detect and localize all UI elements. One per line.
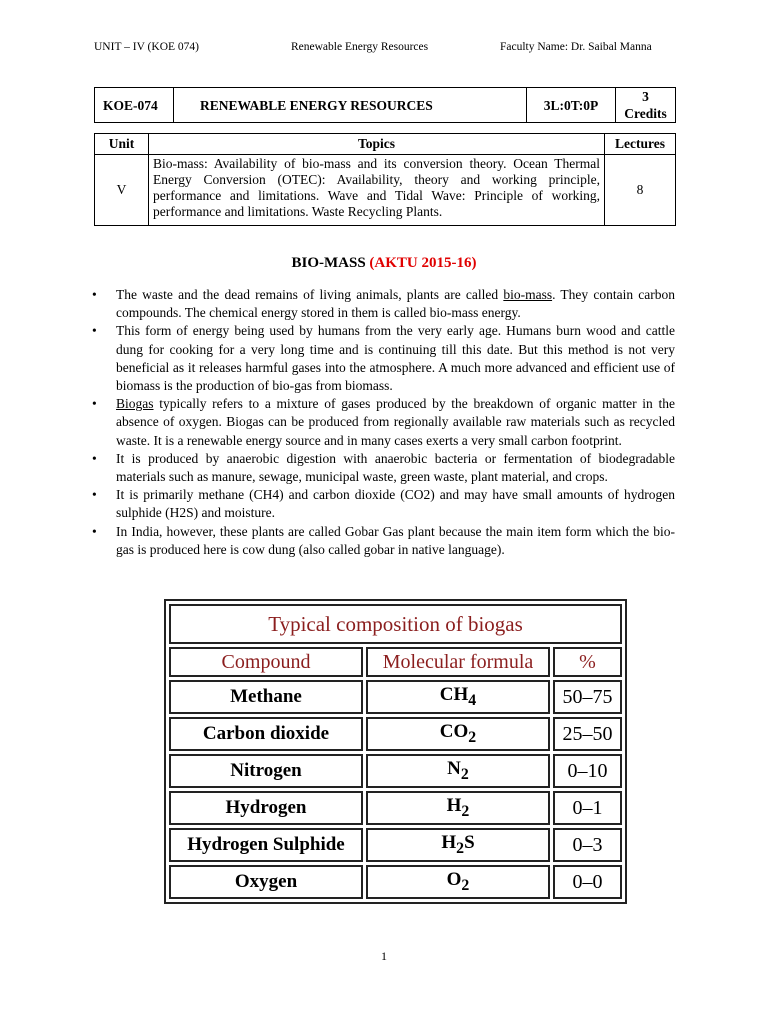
- biogas-table-caption: Typical composition of biogas: [169, 604, 622, 644]
- molecular-formula: $CO_2$: [366, 717, 550, 751]
- syllabus-header-lectures: Lectures: [605, 134, 676, 155]
- section-title-text: BIO-MASS: [291, 255, 366, 271]
- course-code: KOE-074: [95, 88, 174, 123]
- molecular-formula: $H_2S$: [366, 828, 550, 862]
- table-row: [169, 865, 622, 899]
- table-row: [169, 717, 622, 751]
- bullet-text: The waste and the dead remains of living animals, plants are called: [116, 287, 504, 302]
- header-subject: Renewable Energy Resources: [291, 41, 429, 53]
- percent-range: 25–50: [553, 717, 622, 751]
- molecular-formula: $N_2$: [366, 754, 550, 788]
- biogas-composition-figure: [164, 599, 627, 904]
- list-item: [92, 395, 675, 450]
- biogas-header-compound: Compound: [169, 647, 363, 677]
- bullet-icon: •: [92, 323, 97, 339]
- bullet-text: This form of energy being used by humans from the very early age. Humans burn wood and cattle dung for cooking for a very long time and is continuing till this date. But this method is not very beneficial as it releases harmful gases into the atmosphere. A much more advanced and efficient use of biomass is the production of bio-gas from biomass.: [116, 323, 675, 394]
- table-row: [169, 754, 622, 788]
- list-item: [92, 286, 675, 322]
- percent-range: 0–1: [553, 791, 622, 825]
- course-credits: 3 Credits: [616, 88, 676, 123]
- biogas-header-formula: Molecular formula: [366, 647, 550, 677]
- compound-name: Methane: [169, 680, 363, 714]
- syllabus-header-topics: Topics: [149, 134, 605, 155]
- bullet-icon: •: [92, 287, 97, 302]
- syllabus-lectures: 8: [605, 155, 676, 226]
- bullet-text: It is primarily methane (CH4) and carbon dioxide (CO2) and may have small amounts of hydrogen sulphide (H2S) and moisture.: [116, 487, 675, 521]
- biogas-composition-table: [166, 601, 625, 902]
- compound-name: Nitrogen: [169, 754, 363, 788]
- bullet-icon: •: [92, 523, 97, 539]
- page-number: 1: [381, 949, 387, 963]
- percent-range: 50–75: [553, 680, 622, 714]
- bullet-text: It is produced by anaerobic digestion with anaerobic bacteria or fermentation of biodegradable materials such as manure, sewage, municipal waste, green waste, plant material, and crops.: [116, 450, 675, 485]
- list-item: [92, 322, 675, 395]
- bullet-text: In India, however, these plants are called Gobar Gas plant because the main item form which the bio-gas is produced here is cow dung (also called gobar in native language).: [116, 523, 675, 557]
- molecular-formula: $CH_4$: [366, 680, 550, 714]
- course-info-table: [94, 87, 676, 123]
- molecular-formula: $H_2$: [366, 791, 550, 825]
- biogas-header-percent: %: [553, 647, 622, 677]
- bullet-icon: •: [92, 450, 97, 466]
- bullet-text: typically refers to a mixture of gases produced by the breakdown of organic matter in the absence of oxygen. Biogas can be produced from regionally available raw materials such as recycled waste. It is a renewable energy source and in many cases exerts a very small carbon footprint.: [116, 396, 675, 448]
- course-ltp: 3L:0T:0P: [527, 88, 616, 123]
- table-row: [169, 680, 622, 714]
- header-faculty: Faculty Name: Dr. Saibal Manna: [500, 41, 652, 53]
- compound-name: Hydrogen: [169, 791, 363, 825]
- compound-name: Carbon dioxide: [169, 717, 363, 751]
- list-item: [92, 486, 675, 522]
- compound-name: Hydrogen Sulphide: [169, 828, 363, 862]
- section-title: [0, 255, 768, 272]
- syllabus-header-unit: Unit: [95, 134, 149, 155]
- table-row: [169, 828, 622, 862]
- list-item: [92, 523, 675, 559]
- bullet-icon: •: [92, 487, 97, 503]
- syllabus-table: [94, 133, 676, 226]
- bullet-text: . They contain carbon compounds. The chemical energy stored in them is called bio-mass energy.: [116, 287, 675, 321]
- percent-range: 0–0: [553, 865, 622, 899]
- header-unit: UNIT – IV (KOE 074): [94, 41, 199, 53]
- table-row: [169, 791, 622, 825]
- course-name: RENEWABLE ENERGY RESOURCES: [174, 88, 527, 123]
- bullet-icon: •: [92, 396, 97, 412]
- percent-range: 0–10: [553, 754, 622, 788]
- syllabus-unit: V: [95, 155, 149, 226]
- biomass-bullet-list: [92, 286, 675, 559]
- syllabus-topics: Bio-mass: Availability of bio-mass and its conversion theory. Ocean Thermal Energy Conversion (OTEC): Availability, theory and working principle, performance and limitations. Wave and Tidal Wave: Principle of working, performance and limitations. Waste Recycling Plants.: [149, 155, 605, 226]
- list-item: [92, 450, 675, 486]
- section-title-tag: (AKTU 2015-16): [369, 255, 477, 271]
- biogas-term: Biogas: [116, 396, 154, 412]
- percent-range: 0–3: [553, 828, 622, 862]
- compound-name: Oxygen: [169, 865, 363, 899]
- molecular-formula: $O_2$: [366, 865, 550, 899]
- biomass-term: bio-mass: [503, 287, 553, 302]
